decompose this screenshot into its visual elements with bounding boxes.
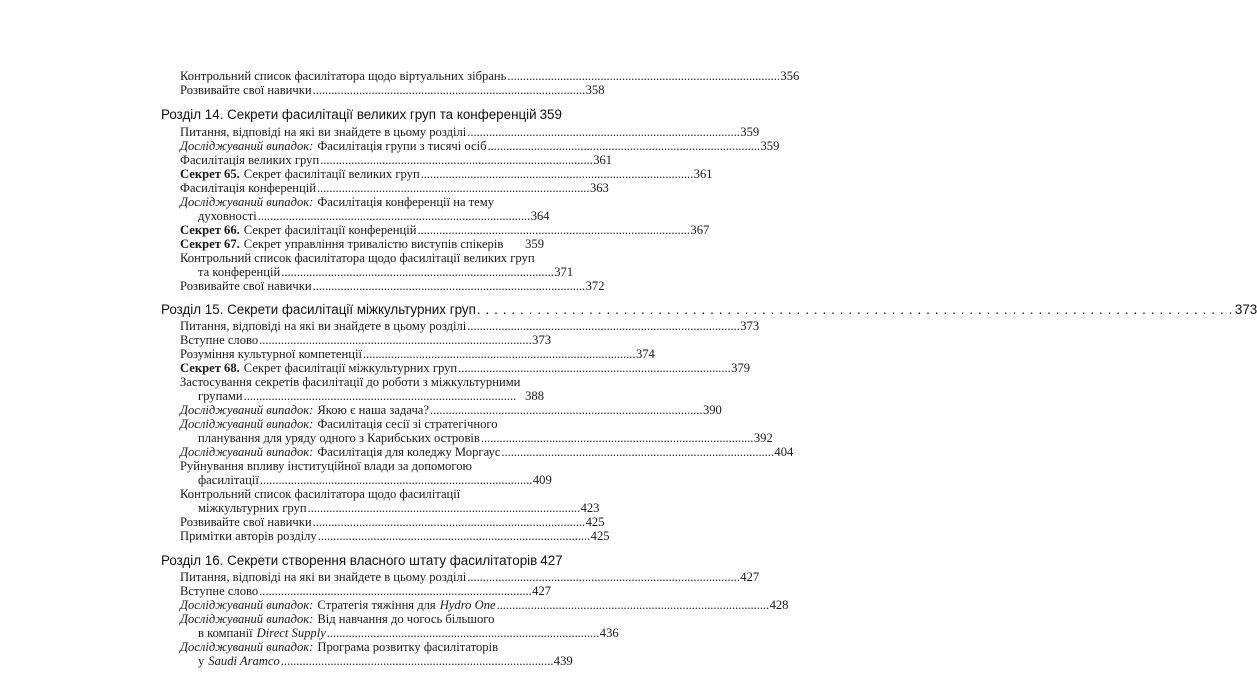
page-number: 428 — [769, 598, 789, 612]
entry-prefix: Секрет 65. — [180, 167, 240, 181]
entry-title: Стратегія тяжіння для — [317, 598, 436, 612]
toc-entry — [180, 612, 544, 627]
page-number: 439 — [553, 654, 573, 668]
entry-title: Секрет фасилітації великих груп — [243, 167, 420, 181]
page-number: 423 — [580, 501, 600, 515]
toc-entry — [180, 529, 610, 544]
toc-entry — [180, 237, 544, 252]
leader-dots — [487, 139, 758, 153]
toc-entry — [180, 640, 544, 655]
leader-dots — [467, 125, 738, 139]
chapter-heading — [161, 553, 563, 570]
leader-dots — [313, 83, 584, 97]
page-number: 358 — [585, 83, 605, 97]
entry-title-continued: та конференцій — [198, 265, 281, 279]
entry-title-continued: фасилітації — [198, 473, 259, 487]
page-number: 361 — [593, 153, 613, 167]
entry-title: Розвивайте свої навички — [180, 515, 312, 529]
entry-prefix: Секрет 67. — [180, 237, 240, 251]
entry-title: Контрольний список фасилітатора щодо фасилітації великих груп — [180, 251, 535, 265]
leader-dots — [507, 69, 778, 83]
chapter-title: Розділ 15. Секрети фасилітації міжкультурних груп — [161, 302, 476, 317]
leader-dots — [477, 302, 1233, 318]
leader-dots — [308, 501, 579, 515]
entry-title: Питання, відповіді на які ви знайдете в цьому розділі — [180, 125, 467, 139]
leader-dots — [327, 626, 598, 640]
page-number: 427 — [540, 553, 563, 568]
toc-entry — [180, 417, 544, 432]
leader-dots — [481, 431, 752, 445]
toc-entry — [180, 375, 544, 390]
leader-dots — [417, 223, 688, 237]
entry-title: Вступне слово — [180, 584, 259, 598]
entry-title: Програма розвитку фасилітаторів — [317, 640, 499, 654]
toc-entry-continued — [198, 265, 574, 280]
entry-title: Вступне слово — [180, 333, 259, 347]
page-number: 436 — [599, 626, 619, 640]
toc-entry — [180, 125, 760, 140]
page-number: 363 — [589, 181, 609, 195]
entry-title: Фасилітація групи з тисячі осіб — [317, 139, 487, 153]
entry-title: Фасилітація конференції на тему — [317, 195, 495, 209]
toc-entry-continued — [198, 626, 619, 641]
leader-dots — [259, 584, 530, 598]
leader-dots — [317, 181, 588, 195]
page-number: 388 — [525, 389, 544, 403]
leader-dots — [320, 153, 591, 167]
page-number: 359 — [760, 139, 780, 153]
entry-title: Від навчання до чогось більшого — [317, 612, 495, 626]
chapter-title: Розділ 14. Секрети фасилітації великих груп та конференцій — [161, 107, 537, 122]
toc-entry-continued — [198, 654, 573, 669]
toc-entry — [180, 167, 713, 182]
entry-title: Фасилітація великих груп — [180, 153, 320, 167]
company-name: Direct Supply — [256, 626, 326, 640]
entry-title: Розвивайте свої навички — [180, 83, 312, 97]
toc-entry — [180, 487, 544, 502]
leader-dots — [260, 473, 531, 487]
toc-entry — [180, 361, 751, 376]
toc-entry — [180, 598, 789, 613]
leader-dots — [313, 515, 584, 529]
page-number: 390 — [702, 403, 722, 417]
toc-entry — [180, 570, 760, 585]
page-number: 373 — [1234, 302, 1257, 317]
entry-prefix: Секрет 66. — [180, 223, 240, 237]
chapter-title: Розділ 16. Секрети створення власного штату фасилітаторів — [161, 553, 538, 568]
page-number: 425 — [590, 529, 610, 543]
page-number: 373 — [532, 333, 552, 347]
toc-entry — [180, 584, 552, 599]
toc-entry — [180, 333, 552, 348]
entry-title-continued: міжкультурних груп — [198, 501, 307, 515]
entry-title: Якою є наша задача? — [317, 403, 429, 417]
toc-entry — [180, 139, 780, 154]
leader-dots — [430, 403, 701, 417]
entry-title-continued: планування для уряду одного з Карибських островів — [198, 431, 480, 445]
page-number: 373 — [740, 319, 760, 333]
toc-entry — [180, 251, 544, 266]
page-number: 371 — [554, 265, 574, 279]
page-number: 356 — [780, 69, 800, 83]
leader-dots — [313, 279, 584, 293]
entry-prefix: Досліджуваний випадок: — [180, 417, 314, 431]
leader-dots — [259, 333, 530, 347]
leader-dots — [497, 598, 768, 612]
entry-title: Секрет фасилітації міжкультурних груп — [243, 361, 458, 375]
page-number: 379 — [731, 361, 751, 375]
entry-title: Контрольний список фасилітатора щодо фасилітації — [180, 487, 461, 501]
entry-title: Питання, відповіді на які ви знайдете в цьому розділі — [180, 570, 467, 584]
entry-title-continued: у — [198, 654, 205, 668]
toc-entry — [180, 195, 544, 210]
toc-entry — [180, 403, 722, 418]
entry-title-continued: в компанії — [198, 626, 253, 640]
page-number: 425 — [585, 515, 605, 529]
entry-title: Секрет фасилітації конференцій — [243, 223, 417, 237]
toc-entry-continued — [198, 431, 773, 446]
entry-prefix: Досліджуваний випадок: — [180, 598, 314, 612]
page-number: 374 — [635, 347, 655, 361]
page-number: 409 — [532, 473, 552, 487]
entry-prefix: Секрет 68. — [180, 361, 240, 375]
leader-dots — [318, 529, 589, 543]
toc-entry — [180, 347, 655, 362]
entry-title: Фасилітація для коледжу Моргаус — [317, 445, 501, 459]
entry-title: Руйнування впливу інституційної влади за допомогою — [180, 459, 472, 473]
page-number: 392 — [753, 431, 773, 445]
entry-title-continued: духовності — [198, 209, 257, 223]
leader-dots — [281, 265, 552, 279]
entry-title-continued: групами — [198, 389, 243, 403]
entry-title: Примітки авторів розділу — [180, 529, 317, 543]
leader-dots — [281, 654, 552, 668]
page-number: 364 — [530, 209, 550, 223]
chapter-heading — [161, 302, 1257, 319]
entry-title: Застосування секретів фасилітації до роботи з міжкультурними — [180, 375, 521, 389]
toc-entry-continued — [198, 389, 544, 404]
toc-entry — [180, 279, 605, 294]
entry-title: Фасилітація сесії зі стратегічного — [317, 417, 498, 431]
leader-dots — [467, 319, 738, 333]
toc-entry — [180, 83, 605, 98]
leader-dots — [363, 347, 634, 361]
page-number: 367 — [690, 223, 710, 237]
toc-entry — [180, 181, 609, 196]
toc-entry — [180, 69, 800, 84]
toc-entry — [180, 319, 760, 334]
page-number: 372 — [585, 279, 605, 293]
page-number: 404 — [774, 445, 794, 459]
page-number: 427 — [532, 584, 552, 598]
leader-dots — [244, 389, 523, 403]
toc-entry-continued — [198, 501, 600, 516]
leader-dots — [258, 209, 529, 223]
entry-title: Розвивайте свої навички — [180, 279, 312, 293]
entry-prefix: Досліджуваний випадок: — [180, 612, 314, 626]
entry-title: Питання, відповіді на які ви знайдете в цьому розділі — [180, 319, 467, 333]
leader-dots — [421, 167, 692, 181]
company-name: Hydro One — [439, 598, 496, 612]
page-number: 427 — [740, 570, 760, 584]
toc-entry — [180, 223, 710, 238]
chapter-heading — [161, 107, 562, 124]
page-number: 359 — [539, 107, 562, 122]
toc-entry — [180, 153, 613, 168]
entry-title: Розуміння культурної компетенції — [180, 347, 362, 361]
toc-entry-continued — [198, 209, 550, 224]
toc-entry — [180, 515, 605, 530]
page-number: 359 — [525, 237, 544, 251]
toc-entry-continued — [198, 473, 552, 488]
company-name: Saudi Aramco — [208, 654, 280, 668]
entry-prefix: Досліджуваний випадок: — [180, 139, 314, 153]
entry-title: Контрольний список фасилітатора щодо віртуальних зібрань — [180, 69, 507, 83]
entry-prefix: Досліджуваний випадок: — [180, 445, 314, 459]
entry-prefix: Досліджуваний випадок: — [180, 403, 314, 417]
entry-title: Фасилітація конференцій — [180, 181, 316, 195]
toc-entry — [180, 459, 544, 474]
entry-prefix: Досліджуваний випадок: — [180, 195, 314, 209]
leader-dots — [458, 361, 729, 375]
entry-title: Секрет управління тривалістю виступів спікерів — [243, 237, 504, 251]
page-number: 359 — [740, 125, 760, 139]
page-number: 361 — [693, 167, 713, 181]
entry-prefix: Досліджуваний випадок: — [180, 640, 314, 654]
toc-entry — [180, 445, 794, 460]
leader-dots — [467, 570, 738, 584]
leader-dots — [501, 445, 772, 459]
